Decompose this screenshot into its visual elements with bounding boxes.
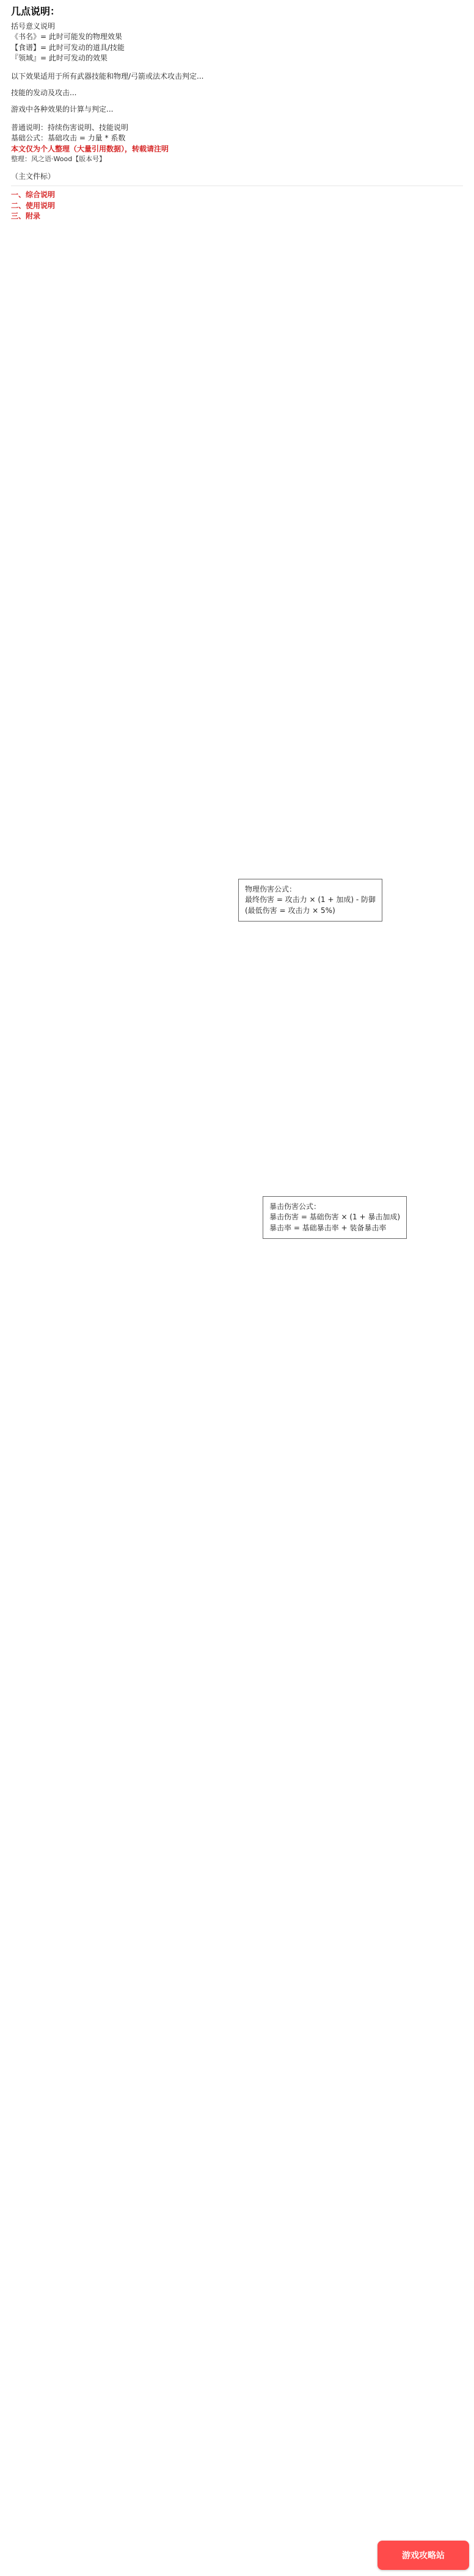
intro-paragraph-2: 技能的发动及攻击... xyxy=(11,88,77,97)
header-block xyxy=(0,0,474,68)
formula-1-line-1: 最终伤害 = 攻击力 × (1 + 加成) - 防御 xyxy=(245,895,376,904)
intro-block xyxy=(0,68,474,119)
formula-box-1 xyxy=(238,879,382,922)
toc-section-3: 三、附录 xyxy=(11,212,41,221)
toc-block xyxy=(0,168,474,226)
formula-2-label: 暴击伤害公式： xyxy=(269,1202,321,1211)
header-label-2: 《书名》= 此时可能发的物理效果 xyxy=(11,32,122,41)
intro-paragraph-3: 游戏中各种效果的计算与判定... xyxy=(11,105,114,114)
formula-1-label: 物理伤害公式： xyxy=(245,885,297,893)
notes-line-3: 本文仅为个人整理（大量引用数据），转载请注明 xyxy=(11,144,169,153)
notes-line-2: 基础公式：基础攻击 = 力量 * 系数 xyxy=(11,134,126,143)
site-logo xyxy=(377,2541,469,2570)
notes-line-1: 普通说明：持续伤害说明、技能说明 xyxy=(11,123,129,132)
toc-section-1: 一、综合说明 xyxy=(11,190,56,200)
toc-section-2: 二、使用说明 xyxy=(11,201,56,210)
header-label-4: 『领域』= 此时可发动的效果 xyxy=(11,54,108,63)
spacer xyxy=(11,82,463,88)
toc-title: （主文件标） xyxy=(11,171,56,181)
header-label-1: 括号意义说明 xyxy=(11,22,56,31)
formula-2-line-2: 暴击率 = 基础暴击率 + 装备暴击率 xyxy=(269,1223,387,1232)
header-title: 几点说明： xyxy=(11,5,60,17)
site-logo-text: 游戏攻略站 xyxy=(402,2551,445,2561)
formula-1-line-2: (最低伤害 = 攻击力 × 5%) xyxy=(245,906,335,915)
notes-author: 整理：风之语·Wood【版本号】 xyxy=(11,154,106,163)
intro-paragraph-1: 以下效果适用于所有武器技能和物理/弓箭或法术攻击判定... xyxy=(11,71,204,81)
spacer xyxy=(11,98,463,104)
formula-box-2 xyxy=(263,1196,407,1239)
header-label-3: 【食谱】= 此时可发动的道具/技能 xyxy=(11,43,125,52)
notes-block xyxy=(0,119,474,168)
formula-2-line-1: 暴击伤害 = 基础伤害 × (1 + 暴击加成) xyxy=(269,1213,401,1222)
